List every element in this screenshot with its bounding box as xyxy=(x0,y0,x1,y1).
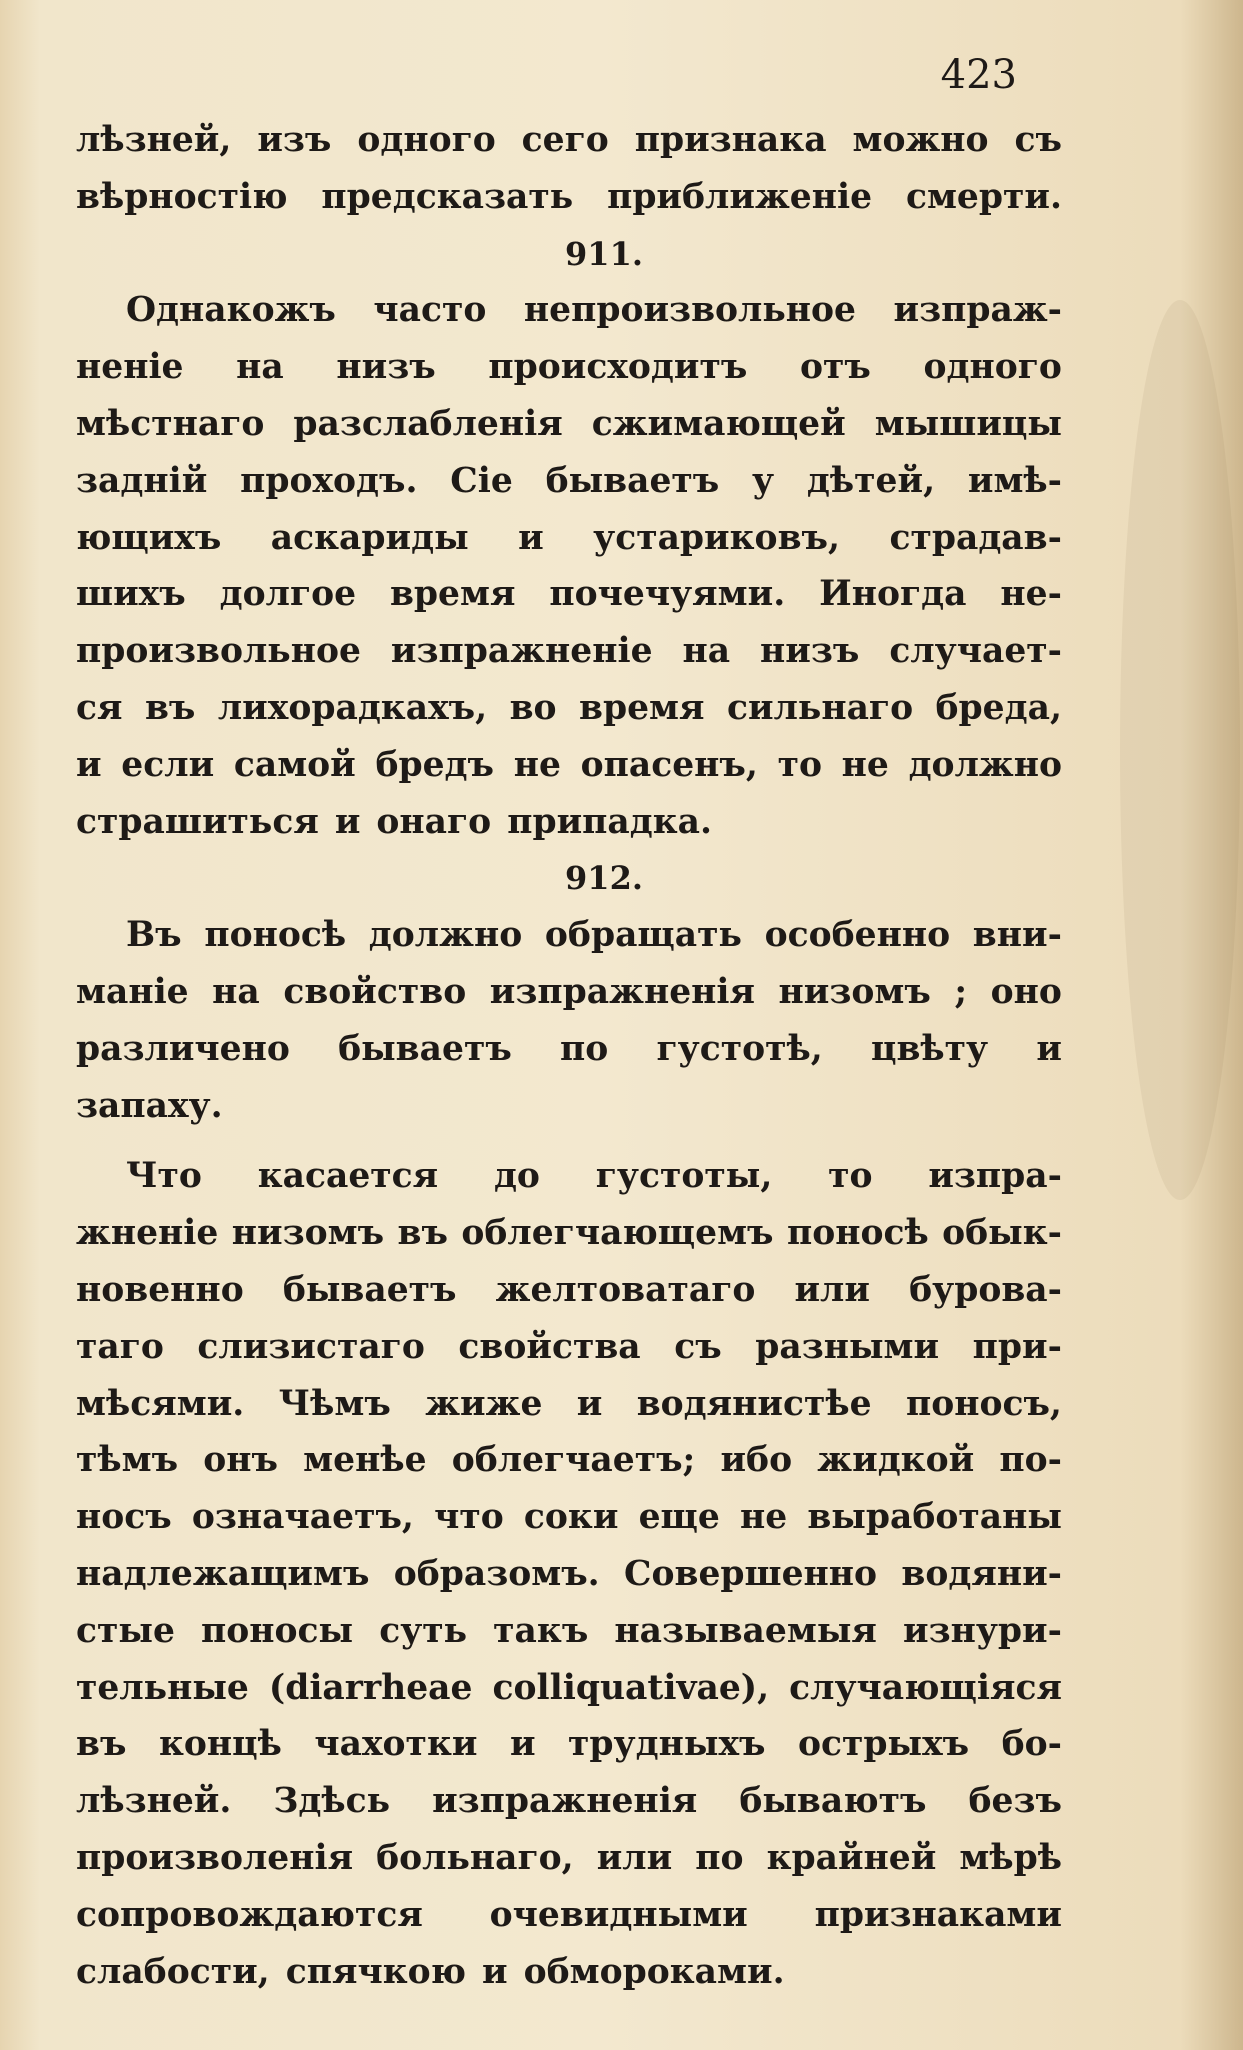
word: образомъ. xyxy=(393,1553,600,1594)
word: слабости, xyxy=(76,1951,270,1992)
word: по xyxy=(695,1837,744,1878)
word: сего xyxy=(521,120,609,160)
text-line xyxy=(76,453,1062,510)
text-line xyxy=(76,1432,1062,1489)
text-line xyxy=(76,1830,1062,1887)
paper-stain xyxy=(1120,300,1240,1200)
word: лихорадкахъ, xyxy=(217,687,488,728)
word: изпражненія xyxy=(432,1781,698,1822)
text-line xyxy=(76,1021,1062,1078)
word: ; xyxy=(954,971,968,1012)
word: бываетъ xyxy=(338,1028,512,1069)
word: надлежащимъ xyxy=(76,1553,370,1594)
word: не xyxy=(513,744,561,785)
section-number: 911. xyxy=(565,234,643,273)
word: носъ xyxy=(76,1497,172,1538)
word: обмороками. xyxy=(523,1951,785,1992)
word: различено xyxy=(76,1028,290,1069)
word: мѣстнаго xyxy=(76,403,265,444)
word: бываетъ xyxy=(545,460,720,501)
text-line xyxy=(76,396,1062,453)
word: страшиться xyxy=(76,801,319,842)
word: или xyxy=(794,1269,870,1310)
text-line xyxy=(76,1660,1062,1717)
word: то xyxy=(828,1156,873,1197)
text-line xyxy=(76,737,1062,794)
word: непроизвольное xyxy=(523,290,857,331)
word: и xyxy=(509,1724,536,1765)
word: Совершенно xyxy=(624,1553,878,1594)
text-line xyxy=(76,1078,1062,1135)
word: устариковъ, xyxy=(593,517,841,558)
word: въ xyxy=(397,1213,448,1254)
word: приближеніе xyxy=(607,176,873,217)
text-line xyxy=(76,566,1062,623)
word: мышицы xyxy=(874,403,1062,444)
word: крайней xyxy=(766,1837,937,1878)
word: изпражненіе xyxy=(390,631,653,672)
word: лѣзней, xyxy=(76,120,232,160)
text-line xyxy=(76,1376,1062,1433)
word: до xyxy=(493,1156,540,1197)
text-line xyxy=(76,510,1062,567)
word: Что xyxy=(126,1156,202,1197)
word: долгое xyxy=(219,574,357,615)
text-line xyxy=(76,339,1062,396)
text-line xyxy=(76,794,1062,851)
word: должно xyxy=(908,744,1062,785)
word: бреда, xyxy=(935,687,1062,728)
word: произволенія xyxy=(76,1837,354,1878)
word: густоты, xyxy=(595,1156,773,1197)
word: чахотки xyxy=(314,1724,478,1765)
page-number: 423 xyxy=(940,52,1017,98)
word: облегчающемъ xyxy=(461,1213,774,1254)
word: больнаго, xyxy=(376,1837,574,1878)
word: вни- xyxy=(972,915,1062,956)
word: низъ xyxy=(760,631,860,672)
word: на xyxy=(682,631,731,672)
word: поносы xyxy=(201,1610,354,1651)
text-line xyxy=(76,964,1062,1021)
word: и xyxy=(334,801,361,842)
word: страдав- xyxy=(889,517,1062,558)
word: на xyxy=(212,971,260,1012)
text-line xyxy=(76,1319,1062,1376)
word: случающіяся xyxy=(789,1667,1062,1708)
word: трудныхъ xyxy=(568,1724,766,1765)
word: тельные xyxy=(76,1667,249,1708)
word: предсказать xyxy=(321,176,574,217)
word: оно xyxy=(990,971,1062,1012)
word: водянистѣе xyxy=(636,1383,872,1424)
word: припадка. xyxy=(507,801,713,842)
word: при- xyxy=(972,1326,1062,1367)
text-line xyxy=(76,1205,1062,1262)
word: одного xyxy=(357,120,496,160)
word: или xyxy=(596,1837,673,1878)
word: новенно xyxy=(76,1269,244,1310)
word: то xyxy=(777,744,822,785)
word: Чѣмъ xyxy=(278,1383,391,1424)
word: и xyxy=(1036,1028,1062,1069)
word: сильнаго xyxy=(726,687,914,728)
word: бо- xyxy=(1001,1724,1062,1765)
word: онаго xyxy=(376,801,492,842)
word: ющихъ xyxy=(76,517,222,558)
text-line xyxy=(76,112,1062,169)
text-line xyxy=(76,907,1062,964)
word: colliquativae), xyxy=(492,1667,770,1708)
word: опасенъ, xyxy=(580,744,758,785)
word: обык- xyxy=(942,1213,1062,1254)
word: изпраж- xyxy=(893,290,1062,331)
word: жненіе xyxy=(76,1213,219,1254)
word: ся xyxy=(76,687,123,728)
word: почечуями. xyxy=(549,574,786,615)
word: менѣе xyxy=(303,1440,427,1481)
text-line xyxy=(76,1944,1062,2001)
word: тѣмъ xyxy=(76,1440,179,1481)
text-line xyxy=(76,623,1062,680)
word: касается xyxy=(257,1156,439,1197)
word: слизистаго xyxy=(197,1326,425,1367)
word: по xyxy=(560,1028,609,1069)
word: бываетъ xyxy=(282,1269,457,1310)
word: время xyxy=(579,687,705,728)
word: таго xyxy=(76,1326,164,1367)
word: (diarrheae xyxy=(268,1667,473,1708)
word: суть xyxy=(379,1610,468,1651)
paragraph-gap xyxy=(76,1134,1062,1148)
word: проходъ. xyxy=(240,460,418,501)
word: изпражненія xyxy=(489,971,756,1012)
text-line xyxy=(76,1262,1062,1319)
word: облегчаетъ; xyxy=(451,1440,696,1481)
word: не- xyxy=(1000,574,1062,615)
word: во xyxy=(509,687,557,728)
word: соки xyxy=(523,1497,619,1538)
word: признаками xyxy=(814,1894,1062,1935)
text-line xyxy=(76,1887,1062,1944)
word: означаетъ, xyxy=(191,1497,414,1538)
word: разслабленія xyxy=(293,403,563,444)
word: поносѣ xyxy=(786,1213,929,1254)
word: часто xyxy=(373,290,487,331)
text-line xyxy=(76,282,1062,339)
word: въ xyxy=(76,1724,127,1765)
word: задній xyxy=(76,460,208,501)
word: шихъ xyxy=(76,574,186,615)
word: отъ xyxy=(800,347,871,388)
word: выработаны xyxy=(807,1497,1062,1538)
text-line xyxy=(76,1546,1062,1603)
text-line xyxy=(76,1773,1062,1830)
word: жиже xyxy=(425,1383,543,1424)
word: неніе xyxy=(76,347,184,388)
word: обращать xyxy=(544,915,742,956)
word: цвѣту xyxy=(870,1028,989,1069)
word: жидкой xyxy=(817,1440,975,1481)
word: Иногда xyxy=(819,574,967,615)
word: дѣтей, xyxy=(806,460,936,501)
section-number: 912. xyxy=(565,859,643,898)
text-line xyxy=(76,169,1062,226)
word: изпра- xyxy=(928,1156,1062,1197)
word: лѣзней. xyxy=(76,1781,232,1822)
word: мѣсями. xyxy=(76,1383,245,1424)
word: запаху. xyxy=(76,1085,223,1126)
word: маніе xyxy=(76,971,189,1012)
word: стые xyxy=(76,1610,175,1651)
word: аскариды xyxy=(270,517,469,558)
word: бываютъ xyxy=(739,1781,927,1822)
word: имѣ- xyxy=(967,460,1062,501)
text-line xyxy=(76,680,1062,737)
word: бурова- xyxy=(909,1269,1062,1310)
word: безъ xyxy=(968,1781,1062,1822)
word: самой xyxy=(233,744,356,785)
word: Въ xyxy=(126,915,182,956)
word: не xyxy=(841,744,889,785)
word: Однакожъ xyxy=(126,290,336,331)
word: называемыя xyxy=(614,1610,877,1651)
word: водяни- xyxy=(901,1553,1062,1594)
word: Сіе xyxy=(450,460,513,501)
word: время xyxy=(389,574,516,615)
word: разными xyxy=(755,1326,940,1367)
word: низомъ xyxy=(778,971,931,1012)
word: на xyxy=(236,347,284,388)
word: онъ xyxy=(203,1440,278,1481)
word: съ xyxy=(1014,120,1062,160)
text-line xyxy=(76,1603,1062,1660)
word: и xyxy=(482,1951,508,1992)
word: одного xyxy=(923,347,1062,388)
word: спячкою xyxy=(285,1951,467,1992)
word: еще xyxy=(638,1497,720,1538)
word: у xyxy=(752,460,775,501)
word: ибо xyxy=(720,1440,793,1481)
text-line xyxy=(76,1489,1062,1546)
word: и xyxy=(76,744,102,785)
word: мѣрѣ xyxy=(959,1837,1062,1878)
word: что xyxy=(434,1497,504,1538)
word: низомъ xyxy=(231,1213,385,1254)
word: бредъ xyxy=(375,744,495,785)
word: и xyxy=(576,1383,603,1424)
word: острыхъ xyxy=(798,1724,970,1765)
word: свойства xyxy=(458,1326,641,1367)
word: случает- xyxy=(889,631,1062,672)
word: въ xyxy=(144,687,196,728)
word: свойство xyxy=(283,971,467,1012)
word: Здѣсь xyxy=(273,1781,391,1822)
word: смерти. xyxy=(905,176,1062,217)
word: изъ xyxy=(257,120,332,160)
word: можно xyxy=(852,120,989,160)
word: такъ xyxy=(493,1610,589,1651)
word: поносъ, xyxy=(905,1383,1062,1424)
word: особенно xyxy=(764,915,951,956)
word: по- xyxy=(999,1440,1062,1481)
word: сопровождаются xyxy=(76,1894,423,1935)
word: произвольное xyxy=(76,631,361,672)
word: поносѣ xyxy=(204,915,347,956)
word: низъ xyxy=(336,347,436,388)
word: желтоватаго xyxy=(495,1269,756,1310)
word: концѣ xyxy=(158,1724,282,1765)
word: вѣрностію xyxy=(76,176,288,217)
body-text xyxy=(76,112,1062,2000)
word: если xyxy=(121,744,215,785)
word: не xyxy=(739,1497,788,1538)
text-line xyxy=(76,1148,1062,1205)
text-line xyxy=(76,1716,1062,1773)
word: изнури- xyxy=(902,1610,1062,1651)
word: очевидными xyxy=(489,1894,748,1935)
word: происходитъ xyxy=(488,347,748,388)
word: съ xyxy=(674,1326,722,1367)
word: и xyxy=(518,517,544,558)
word: густотѣ, xyxy=(656,1028,823,1069)
word: сжимающей xyxy=(591,403,846,444)
word: должно xyxy=(368,915,523,956)
word: признака xyxy=(634,120,827,160)
